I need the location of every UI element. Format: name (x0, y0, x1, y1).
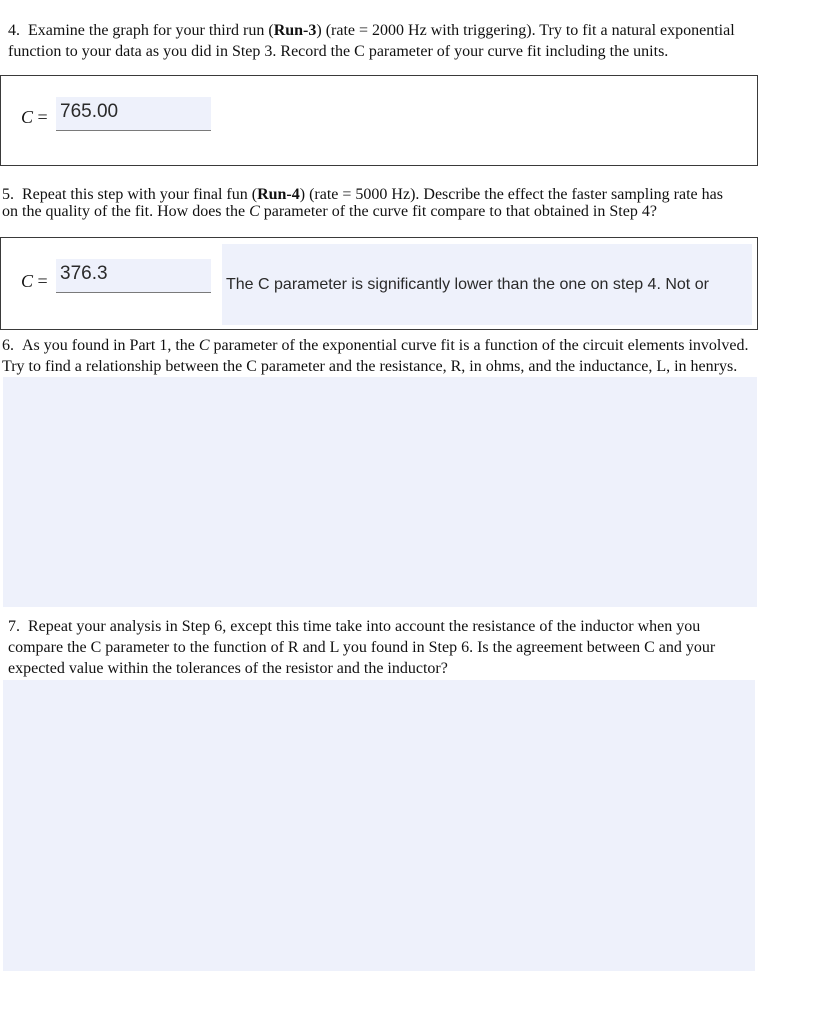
q7-text-line1: 7. Repeat your analysis in Step 6, except this time take into account the resistance of the inductor when you (8, 618, 701, 635)
q5-c-value-field[interactable]: 376.3 (56, 259, 211, 293)
q5-answer-text: The C parameter is significantly lower than the one on step 4. Not or (226, 276, 709, 293)
q4-c-label: C = (21, 107, 48, 127)
q4-text-line1: 4. Examine the graph for your third run (Run-3) (rate = 2000 Hz with triggering). Try to fit a natural exponential (8, 22, 735, 39)
q4-number: 4. (8, 22, 20, 39)
q6-text-line1: 6. As you found in Part 1, the C parameter of the exponential curve fit is a function of the circuit elements involved. (2, 337, 749, 354)
q6-text-line2: Try to find a relationship between the C parameter and the resistance, R, in ohms, and the inductance, L, in henrys. (2, 358, 738, 375)
q4-run-label: Run-3 (273, 22, 317, 39)
q5-c-label: C = (21, 271, 48, 291)
q7-answer-textarea[interactable] (3, 680, 755, 971)
q4-answer-box (0, 75, 758, 166)
q5-text-line1: 5. Repeat this step with your final fun (Run-4) (rate = 5000 Hz). Describe the effect the faster sampling rate has (2, 186, 723, 203)
q7-number: 7. (8, 618, 20, 635)
q6-answer-textarea[interactable] (3, 377, 757, 607)
q4-text-line2: function to your data as you did in Step 3. Record the C parameter of your curve fit including the units. (8, 43, 669, 60)
q4-c-value-field[interactable]: 765.00 (56, 97, 211, 131)
q5-answer-textarea[interactable] (222, 244, 752, 325)
q5-run-label: Run-4 (257, 186, 300, 203)
q5-answer-box (0, 237, 758, 330)
q7-text-line3: expected value within the tolerances of the resistor and the inductor? (8, 660, 448, 677)
q5-number: 5. (2, 186, 14, 203)
q7-text-line2: compare the C parameter to the function of R and L you found in Step 6. Is the agreement between C and your (8, 639, 716, 656)
q6-number: 6. (2, 337, 14, 354)
q5-text-line2: on the quality of the fit. How does the C parameter of the curve fit compare to that obtained in Step 4? (2, 203, 657, 220)
